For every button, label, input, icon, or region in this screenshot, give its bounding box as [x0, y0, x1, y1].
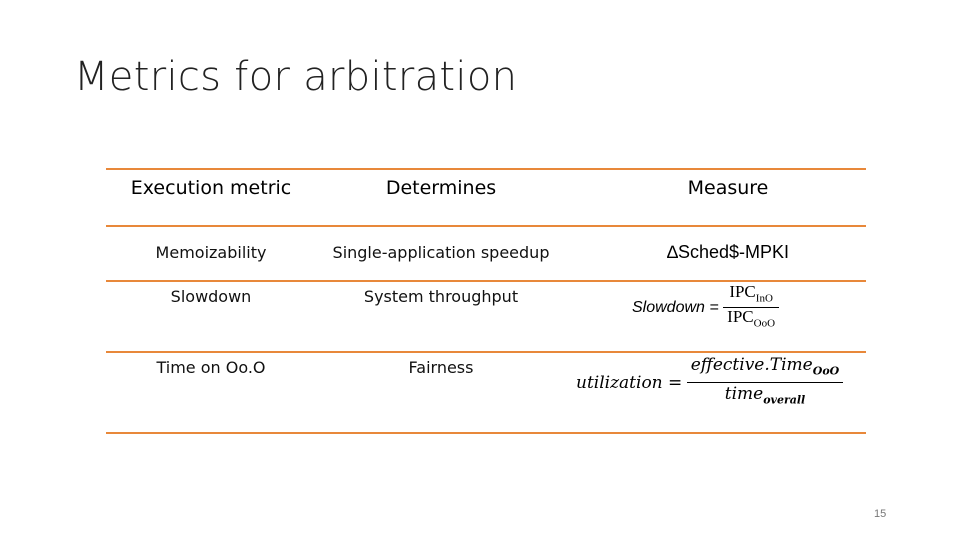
utilization-num-main: effective.Time — [690, 355, 813, 375]
slowdown-numerator — [725, 283, 777, 307]
slowdown-den-main: IPC — [727, 307, 754, 327]
row-1-measure: ∆Sched$-MPKI — [666, 242, 790, 262]
row-2-rule — [106, 351, 866, 353]
row-3-metric: Time on Oo.O — [156, 358, 266, 377]
utilization-denominator — [721, 383, 809, 411]
utilization-num-sub: OoO — [812, 364, 840, 378]
slowdown-denominator — [723, 308, 779, 332]
slowdown-formula-lhs: Slowdown = — [632, 298, 719, 316]
utilization-den-main: time — [724, 384, 764, 405]
row-1-determines: Single-application speedup — [332, 243, 550, 262]
table-top-rule — [106, 168, 866, 170]
utilization-den-sub: overall — [763, 393, 806, 407]
slide-title: Metrics for arbitration — [74, 54, 518, 100]
page-number: 15 — [874, 508, 887, 520]
utilization-formula-lhs: utilization = — [576, 372, 683, 393]
header-execution-metric: Execution metric — [130, 177, 292, 199]
slowdown-num-main: IPC — [729, 282, 756, 301]
header-measure: Measure — [687, 177, 769, 199]
header-bottom-rule — [106, 225, 866, 227]
row-1-metric: Memoizability — [155, 243, 267, 262]
row-2-determines: System throughput — [363, 287, 519, 306]
utilization-fraction — [687, 354, 844, 412]
slowdown-den-sub: OoO — [753, 317, 776, 330]
utilization-formula — [576, 354, 843, 412]
utilization-numerator — [687, 354, 844, 382]
slowdown-num-sub: InO — [755, 292, 773, 305]
table-bottom-rule — [106, 432, 866, 434]
header-determines: Determines — [385, 177, 497, 199]
slowdown-fraction — [723, 283, 779, 333]
slowdown-formula — [632, 283, 779, 333]
row-3-determines: Fairness — [408, 358, 474, 377]
row-2-metric: Slowdown — [170, 287, 252, 306]
